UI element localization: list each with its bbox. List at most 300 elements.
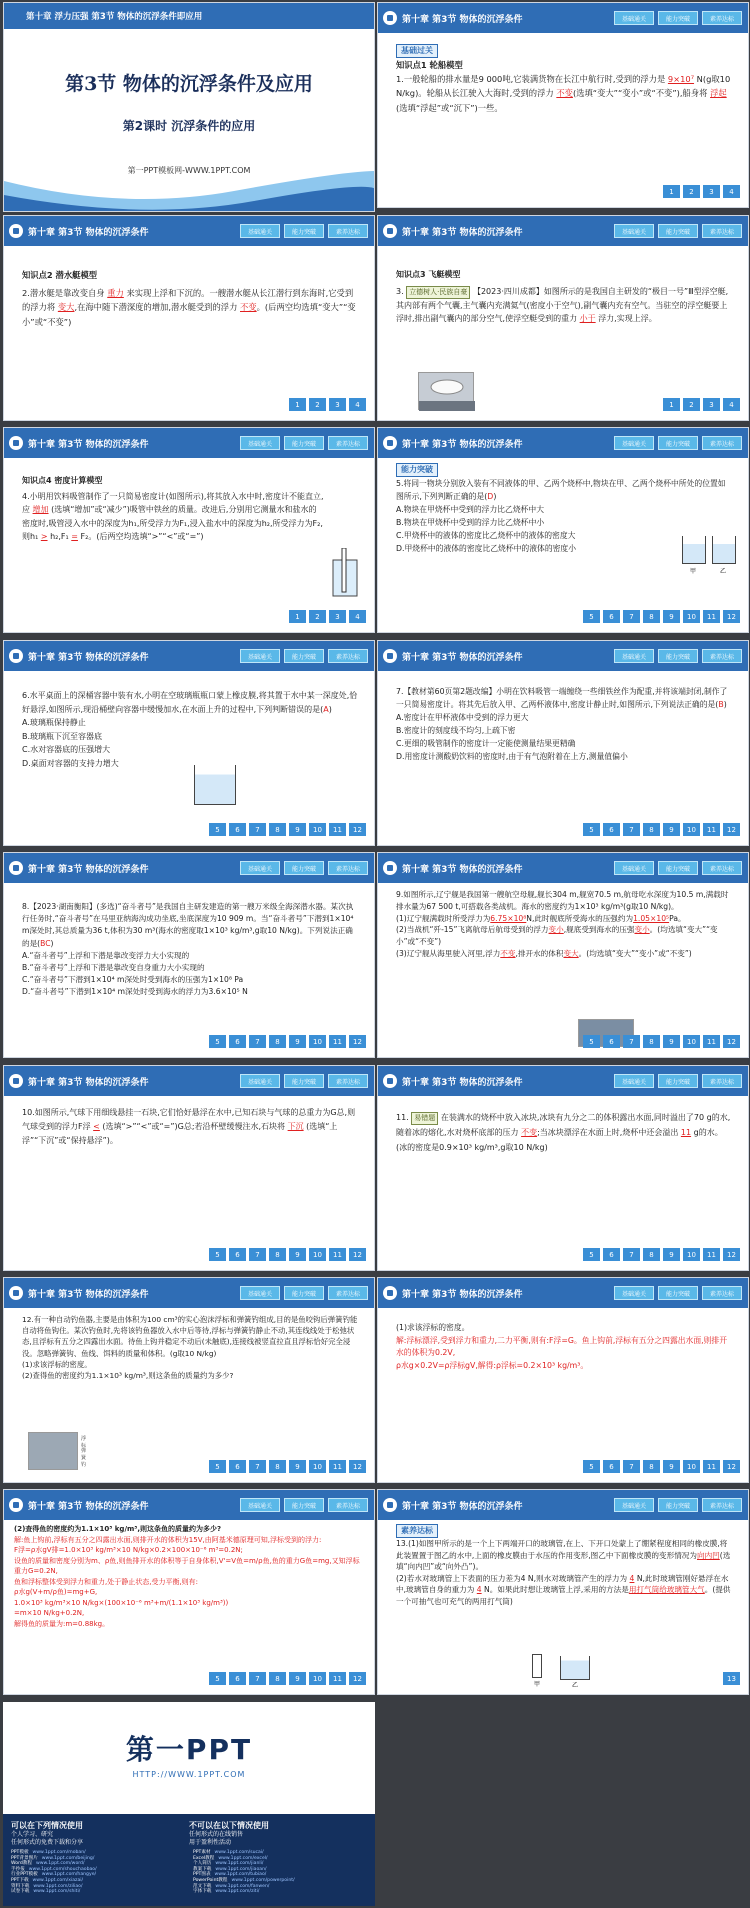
resource-link-url[interactable]: www.1ppt.com/moban/ (32, 1850, 86, 1855)
resource-link-url[interactable]: www.1ppt.com/sucai/ (214, 1850, 264, 1855)
nav-literacy[interactable]: 素养达标 (702, 1074, 742, 1088)
resource-link[interactable] (11, 1889, 185, 1895)
q1-answer-2: 不变 (556, 88, 573, 99)
cover-site: 第一PPT模板网-WWW.1PPT.COM (127, 166, 251, 175)
nav-ability[interactable]: 能力突破 (284, 861, 324, 875)
q12-text: 12.有一种自动钓鱼器,主要是由体积为100 cm³的实心泡沫浮标和弹簧钓组成,目的是鱼咬钩后弹簧钓能自动将鱼钩住。某次钓鱼时,先将该钓鱼器放入水中后等待,浮标与弹簧钓静止不动,其连线线处于松弛状态,且浮标有五分之四露出水面。待鱼上钩并稳定不动后(未触底),连接线被竖直拉直且浮标恰好完全浸没。忽略弹簧钩、鱼线、饵料的质量和体积。(g取10 N/kg) (22, 1315, 358, 1358)
pager (723, 1672, 740, 1685)
nav-ability[interactable]: 能力突破 (284, 224, 324, 238)
resource-link-url[interactable]: www.1ppt.com/jianli/ (215, 1861, 264, 1867)
a12-question: (1)求该浮标的密度。 (396, 1323, 470, 1332)
nav-basic[interactable]: 基础通关 (240, 224, 280, 238)
slide-q10 (3, 1065, 375, 1271)
slide-q13 (377, 1489, 749, 1695)
a12-2-body (14, 1524, 366, 1629)
q2-text: 来实现上浮和下沉的。一艘潜水艇从长江潜行到东海时,它受到的浮力将 (22, 288, 354, 313)
page-link[interactable]: 2 (683, 185, 700, 198)
q9-text: ,舰底受到海水的压强 (563, 925, 635, 935)
page-link[interactable]: 11 (703, 610, 720, 623)
label-hook: 弹簧钓 (81, 1448, 87, 1468)
slide-header (4, 1278, 374, 1308)
resource-link-url[interactable]: www.1ppt.com/excel/ (218, 1855, 268, 1861)
q2-answer-2: 变大 (57, 302, 75, 313)
header-title: 第十章 第3节 物体的沉浮条件 (402, 1289, 523, 1300)
resource-link-url[interactable]: www.1ppt.com/beijing/ (41, 1855, 95, 1861)
page-link[interactable]: 9 (289, 823, 306, 836)
q11-text: 在装满水的烧杯中放入冰块,冰块有九分之二的体积露出水面,同时溢出了70 g的水,随着冰的熔化,水对烧杯底部的压力 (396, 1113, 731, 1137)
nav-ability[interactable]: 能力突破 (658, 1286, 698, 1300)
page-link[interactable]: 8 (269, 1460, 286, 1473)
nav-literacy[interactable]: 素养达标 (702, 861, 742, 875)
page-link[interactable]: 12 (349, 1248, 366, 1261)
page-link[interactable]: 7 (249, 1248, 266, 1261)
q13-text: N。如果此时想让玻璃管上浮,采用的方法是 (484, 1585, 629, 1595)
nav-literacy[interactable]: 素养达标 (702, 11, 742, 25)
q10-body (22, 1106, 358, 1148)
q9-body (396, 889, 732, 960)
nav-basic[interactable]: 基础通关 (614, 436, 654, 450)
slide-header (4, 216, 374, 246)
q9-text: 。(均选填“变大”“变小”或“不变”) (578, 948, 692, 958)
page-link[interactable]: 2 (309, 398, 326, 411)
resource-link-label: 个人简历 (193, 1861, 212, 1867)
chapter-icon (383, 861, 397, 875)
page-link[interactable]: 4 (349, 610, 366, 623)
page-link[interactable]: 5 (209, 1248, 226, 1261)
resource-link-url[interactable]: www.1ppt.com/hangye/ (41, 1872, 97, 1878)
resource-link-label: 资料下载 (11, 1883, 30, 1889)
page-link[interactable]: 6 (229, 823, 246, 836)
page-link[interactable]: 3 (703, 185, 720, 198)
page-link[interactable]: 7 (623, 1035, 640, 1048)
pager (289, 610, 366, 623)
page-link[interactable]: 7 (249, 1460, 266, 1473)
option: C.甲烧杯中的液体的密度比乙烧杯中的液体的密度大 (396, 531, 576, 540)
page-link[interactable]: 8 (643, 823, 660, 836)
page-link[interactable]: 5 (583, 610, 600, 623)
option: B.物块在甲烧杯中受到的浮力比乙烧杯中小 (396, 518, 545, 527)
page-link[interactable]: 9 (663, 610, 680, 623)
option: B.密度计的刻度线不均匀,上疏下密 (396, 726, 516, 735)
page-link[interactable]: 11 (703, 823, 720, 836)
nav-literacy[interactable]: 素养达标 (702, 224, 742, 238)
brand-url: HTTP://WWW.1PPT.COM (132, 1770, 246, 1779)
beaker-yi (712, 536, 736, 564)
page-link[interactable]: 12 (723, 610, 740, 623)
nav-basic[interactable]: 基础通关 (614, 861, 654, 875)
fishing-device-photo (28, 1432, 87, 1470)
q9-text: ,排开水的体积 (515, 948, 564, 958)
beaker-jia (682, 536, 706, 564)
slide-header (4, 1066, 374, 1096)
solution-line: =m×10 N/kg+0.2N, (14, 1609, 85, 1617)
page-link[interactable]: 6 (229, 1035, 246, 1048)
slide-header (4, 1490, 374, 1520)
page-link[interactable]: 8 (269, 1248, 286, 1261)
resource-link-url[interactable]: www.1ppt.com/shiti/ (33, 1889, 81, 1895)
page-link[interactable]: 5 (209, 1035, 226, 1048)
nav-literacy[interactable]: 素养达标 (328, 436, 368, 450)
resource-link-url[interactable]: www.1ppt.com/xiazai/ (32, 1877, 84, 1883)
pager (209, 1035, 366, 1048)
chapter-icon (9, 1074, 23, 1088)
q5-answer: D (487, 492, 494, 501)
page-link[interactable]: 9 (663, 1460, 680, 1473)
page-link[interactable]: 6 (603, 610, 620, 623)
option: D.桌面对容器的支持力增大 (22, 758, 119, 768)
nav-ability[interactable]: 能力突破 (658, 1498, 698, 1512)
page-link[interactable]: 5 (209, 1672, 226, 1685)
q11-text: ;当冰块漂浮在水面上时,烧杯中还会溢出 (537, 1128, 679, 1137)
nav-basic[interactable]: 基础通关 (614, 1286, 654, 1300)
page-link[interactable]: 6 (603, 1248, 620, 1261)
q13-answer-3: 4 (476, 1585, 482, 1595)
slide-q5 (377, 427, 749, 633)
q7-text: ) (723, 700, 727, 709)
nav-basic[interactable]: 基础通关 (240, 436, 280, 450)
page-link[interactable]: 6 (603, 1460, 620, 1473)
resource-link-label: 试卷下载 (11, 1889, 30, 1895)
page-link[interactable]: 13 (723, 1672, 740, 1685)
label-jia: 甲 (534, 1681, 541, 1688)
q9-text: (3)辽宁舰从海里驶入河里,浮力 (396, 948, 501, 958)
page-link[interactable]: 10 (683, 823, 700, 836)
page-link[interactable]: 12 (349, 1460, 366, 1473)
slide-q2 (3, 215, 375, 421)
solution-line: ρ水g(V+m/ρ鱼)=mg+G, (14, 1588, 98, 1596)
section-tag: 能力突破 (396, 463, 438, 477)
slide-header (378, 853, 748, 883)
nav-ability[interactable]: 能力突破 (284, 1074, 324, 1088)
page-link[interactable]: 7 (623, 610, 640, 623)
page-link[interactable]: 9 (289, 1672, 306, 1685)
page-link[interactable]: 3 (329, 398, 346, 411)
solution-line: 解得鱼的质量为:m=0.88kg。 (14, 1619, 110, 1628)
page-link[interactable]: 12 (723, 1035, 740, 1048)
q9-answer: 不变 (500, 948, 516, 958)
nav-basic[interactable]: 基础通关 (614, 1074, 654, 1088)
q7-body (396, 685, 732, 763)
nav-ability[interactable]: 能力突破 (658, 861, 698, 875)
nav-ability[interactable]: 能力突破 (284, 1286, 324, 1300)
q13-answer-1: 向内凹 (696, 1550, 720, 1560)
q8-text: ) (50, 938, 54, 948)
page-link[interactable]: 8 (269, 823, 286, 836)
q9-answer: 变小 (548, 925, 564, 935)
label-jia: 甲 (690, 568, 697, 575)
page-link[interactable]: 9 (663, 1248, 680, 1261)
page-link[interactable]: 12 (349, 823, 366, 836)
label-float: 浮标 (81, 1436, 87, 1449)
airship-icon (419, 373, 475, 411)
resource-link-label: 范文下载 (193, 1883, 212, 1889)
page-link[interactable]: 1 (289, 398, 306, 411)
page-link[interactable]: 12 (723, 1248, 740, 1261)
q6-answer: A (323, 704, 329, 714)
nav-basic[interactable]: 基础通关 (614, 11, 654, 25)
chapter-icon (9, 224, 23, 238)
q4-body (22, 474, 324, 544)
knowledge-point: 知识点4 密度计算模型 (22, 476, 103, 485)
page-link[interactable]: 9 (289, 1460, 306, 1473)
page-link[interactable]: 8 (643, 1248, 660, 1261)
page-link[interactable]: 4 (723, 398, 740, 411)
header-title: 第十章 第3节 物体的沉浮条件 (28, 652, 149, 663)
solution-line: 鱼和浮标整体受到浮力和重力,处于静止状态,受力平衡,则有: (14, 1577, 199, 1586)
page-link[interactable]: 5 (209, 1460, 226, 1473)
nav-ability[interactable]: 能力突破 (658, 11, 698, 25)
q11-answer-1: 不变 (521, 1128, 538, 1137)
option: A.“奋斗者号”上浮和下潜是靠改变浮力大小实现的 (22, 950, 190, 960)
nav-literacy[interactable]: 素养达标 (328, 649, 368, 663)
page-link[interactable]: 7 (623, 1248, 640, 1261)
q9-answer: 变大 (563, 948, 579, 958)
resource-link-url[interactable]: www.1ppt.com/fanwen/ (215, 1883, 270, 1889)
page-link[interactable]: 5 (583, 823, 600, 836)
page-link[interactable]: 10 (683, 610, 700, 623)
resource-link-url[interactable]: www.1ppt.com/powerpoint/ (231, 1877, 295, 1883)
pager (583, 823, 740, 836)
slide-header (378, 1490, 748, 1520)
q2-text: 2.潜水艇是靠改变自身 (22, 288, 105, 299)
page-link[interactable]: 3 (329, 610, 346, 623)
q1-answer-3: 浮起 (710, 88, 727, 99)
header-title: 第十章 第3节 物体的沉浮条件 (28, 1501, 149, 1512)
q11-number: 11. (396, 1113, 409, 1122)
page-link[interactable]: 8 (269, 1035, 286, 1048)
resource-link-label: 手抄报 (11, 1866, 25, 1872)
nav-literacy[interactable]: 素养达标 (328, 861, 368, 875)
a12-question: (2)查得鱼的密度约为1.1×10³ kg/m³,则这条鱼的质量约为多少? (14, 1525, 222, 1533)
label-yi: 乙 (720, 568, 727, 575)
page-link[interactable]: 6 (603, 1035, 620, 1048)
resource-link-url[interactable]: www.1ppt.com/ziliao/ (33, 1883, 83, 1889)
page-link[interactable]: 6 (603, 823, 620, 836)
page-link[interactable]: 7 (623, 1460, 640, 1473)
q11-body (396, 1110, 732, 1155)
page-link[interactable]: 7 (623, 823, 640, 836)
slide-q9 (377, 852, 749, 1058)
header-title: 第十章 第3节 物体的沉浮条件 (28, 227, 149, 238)
page-link[interactable]: 9 (289, 1035, 306, 1048)
section-tag: 基础过关 (396, 44, 438, 58)
page-link[interactable]: 10 (309, 1460, 326, 1473)
page-link[interactable]: 5 (583, 1035, 600, 1048)
nav-basic[interactable]: 基础通关 (614, 1498, 654, 1512)
resource-link-label: Word教程 (11, 1861, 32, 1867)
option: C.更细的吸管制作的密度计一定能使测量结果更精确 (396, 739, 576, 748)
nav-ability[interactable]: 能力突破 (284, 1498, 324, 1512)
slide-q12 (3, 1277, 375, 1483)
page-link[interactable]: 6 (229, 1672, 246, 1685)
nav-ability[interactable]: 能力突破 (658, 1074, 698, 1088)
page-link[interactable]: 1 (663, 398, 680, 411)
page-link[interactable]: 4 (723, 185, 740, 198)
page-link[interactable]: 10 (309, 1672, 326, 1685)
slide-cover (3, 2, 375, 212)
cover-subtitle: 第2课时 沉浮条件的应用 (122, 119, 256, 133)
nav-literacy[interactable]: 素养达标 (702, 1286, 742, 1300)
header-title: 第十章 第3节 物体的沉浮条件 (402, 1501, 523, 1512)
pager (209, 1248, 366, 1261)
chapter-icon (383, 649, 397, 663)
q9-answer: 6.75×10⁸ (490, 913, 527, 923)
page-link[interactable]: 8 (269, 1672, 286, 1685)
page-link[interactable]: 10 (683, 1035, 700, 1048)
page-link[interactable]: 7 (249, 1035, 266, 1048)
nav-literacy[interactable]: 素养达标 (328, 1074, 368, 1088)
page-link[interactable]: 10 (683, 1248, 700, 1261)
q13-text: 13.(1)如图甲所示的是一个上下两端开口的玻璃管,在上、下开口处蒙上了绷紧程度相同的橡皮膜,将此装置置于图乙的水中,上面的橡皮膜由于水压的作用变形,图乙中下面橡皮膜的变形情况为 (396, 1539, 728, 1560)
q1-body (396, 43, 732, 115)
q6-text: ) (328, 704, 332, 714)
page-link[interactable]: 2 (683, 398, 700, 411)
nav-literacy[interactable]: 素养达标 (702, 1498, 742, 1512)
nav-ability[interactable]: 能力突破 (658, 436, 698, 450)
resource-link-label: PowerPoint教程 (193, 1877, 228, 1883)
page-link[interactable]: 12 (723, 823, 740, 836)
nav-literacy[interactable]: 素养达标 (328, 224, 368, 238)
chapter-icon (9, 649, 23, 663)
resource-link-url[interactable]: www.1ppt.com/tubiao/ (214, 1872, 267, 1878)
page-link[interactable]: 12 (349, 1672, 366, 1685)
page-link[interactable]: 5 (583, 1248, 600, 1261)
beaker-yi (560, 1656, 590, 1680)
q10-text: (选填“上浮”“下沉”或“保持悬浮”)。 (22, 1122, 338, 1145)
slide-copyright (3, 1702, 375, 1906)
page-link[interactable]: 9 (289, 1248, 306, 1261)
cover-wave (4, 151, 375, 211)
cannot-use-title: 不可以在以下情况使用 (189, 1821, 269, 1830)
page-link[interactable]: 9 (663, 1035, 680, 1048)
page-link[interactable]: 11 (703, 1035, 720, 1048)
resource-link-url[interactable]: www.1ppt.com/shouchaobao/ (28, 1866, 97, 1872)
nav-literacy[interactable]: 素养达标 (702, 436, 742, 450)
nav-basic[interactable]: 基础通关 (240, 649, 280, 663)
page-link[interactable]: 6 (229, 1248, 246, 1261)
page-link[interactable]: 2 (309, 610, 326, 623)
a12-1-body (396, 1322, 732, 1372)
chapter-icon (9, 436, 23, 450)
page-link[interactable]: 6 (229, 1460, 246, 1473)
page-link[interactable]: 11 (329, 1035, 346, 1048)
resource-link-url[interactable]: www.1ppt.com/word/ (36, 1861, 85, 1867)
q12-part-2: (2)查得鱼的密度约为1.1×10³ kg/m³,则这条鱼的质量约为多少? (22, 1371, 234, 1381)
page-link[interactable]: 11 (329, 1248, 346, 1261)
resource-link-label: PPT下载 (11, 1877, 29, 1883)
page-link[interactable]: 7 (249, 1672, 266, 1685)
page-link[interactable]: 12 (349, 1035, 366, 1048)
beaker-figure (680, 536, 740, 576)
header-title: 第十章 第3节 物体的沉浮条件 (28, 1077, 149, 1088)
pager (663, 398, 740, 411)
nav-basic[interactable]: 基础通关 (614, 224, 654, 238)
nav-literacy[interactable]: 素养达标 (702, 649, 742, 663)
nav-ability[interactable]: 能力突破 (658, 224, 698, 238)
page-link[interactable]: 8 (643, 610, 660, 623)
q13-text: 。(提供一个可抽气也可充气的两用打气筒) (396, 1585, 731, 1606)
solution-label: 解: (396, 1335, 407, 1345)
nav-basic[interactable]: 基础通关 (240, 861, 280, 875)
page-link[interactable]: 11 (703, 1460, 720, 1473)
option: D.用密度计测酸奶饮料的密度时,由于有气泡附着在上方,测量值偏小 (396, 752, 628, 761)
page-link[interactable]: 11 (329, 823, 346, 836)
option: D.甲烧杯中的液体的密度比乙烧杯中的液体的密度小 (396, 544, 577, 553)
pager (663, 185, 740, 198)
topic-tag: 立德树人·民族自豪 (406, 286, 470, 299)
page-link[interactable]: 9 (663, 823, 680, 836)
cover-topbar (4, 3, 374, 29)
page-link[interactable]: 5 (209, 823, 226, 836)
resource-link[interactable] (193, 1889, 367, 1895)
page-link[interactable]: 8 (643, 1035, 660, 1048)
can-use-title: 可以在下列情况使用 (11, 1821, 83, 1830)
nav-literacy[interactable]: 素养达标 (328, 1498, 368, 1512)
option: B.“奋斗者号”上浮和下潜是靠改变自身重力大小实现的 (22, 963, 205, 973)
page-link[interactable]: 10 (309, 823, 326, 836)
q3-text: 【2023·四川成都】如图所示的是我国自主研发的“极目一号”Ⅲ型浮空艇,其内部有两个气囊,主气囊内充满氦气(密度小于空气),副气囊内充有空气。当驻空的浮空艇要上浮时,排出副气囊内的部分空气,使浮空艇受到的重力 (396, 286, 729, 323)
page-link[interactable]: 10 (683, 1460, 700, 1473)
page-link[interactable]: 12 (723, 1460, 740, 1473)
knowledge-point: 知识点3 飞艇模型 (396, 270, 461, 279)
option: C.水对容器底的压强增大 (22, 745, 111, 754)
page-link[interactable]: 5 (583, 1460, 600, 1473)
page-link[interactable]: 10 (309, 1035, 326, 1048)
q9-text: N,此时舰底所受海水的压强约为 (526, 913, 634, 923)
nav-ability[interactable]: 能力突破 (284, 436, 324, 450)
option: A.物块在甲烧杯中受到的浮力比乙烧杯中大 (396, 505, 545, 514)
nav-ability[interactable]: 能力突破 (284, 649, 324, 663)
solution-line: 设鱼的质量和密度分别为m、ρ鱼,则鱼排开水的体积等于自身体积,V'=V鱼=m/ρ鱼,鱼的重力G鱼=mg,又知浮标重力G=0.2N, (14, 1556, 360, 1575)
pager (209, 823, 366, 836)
slide-header (378, 1066, 748, 1096)
chapter-icon (9, 861, 23, 875)
slide-q8 (3, 852, 375, 1058)
resource-link-label: PPT素材 (193, 1850, 211, 1855)
resource-link-url[interactable]: www.1ppt.com/ziti/ (215, 1889, 260, 1895)
straw-densimeter-figure (330, 548, 360, 598)
page-link[interactable]: 11 (703, 1248, 720, 1261)
cannot-use-item: 任何形式的在线销售 (189, 1831, 244, 1838)
slide-q7 (377, 640, 749, 846)
resource-link-label: PPT背景图片 (11, 1855, 38, 1861)
nav-basic[interactable]: 基础通关 (240, 1074, 280, 1088)
nav-basic[interactable]: 基础通关 (614, 649, 654, 663)
nav-basic[interactable]: 基础通关 (240, 1498, 280, 1512)
q11-answer-2: 11 (680, 1128, 692, 1137)
slide-q11 (377, 1065, 749, 1271)
page-link[interactable]: 3 (703, 398, 720, 411)
slide-header (378, 641, 748, 671)
page-link[interactable]: 11 (329, 1672, 346, 1685)
nav-basic[interactable]: 基础通关 (240, 1286, 280, 1300)
page-link[interactable]: 1 (663, 185, 680, 198)
q4-text: (选填“增加”或“减少”)吸管中铁丝的质量。改进后,分别用它测量水和盐水的密度时,吸管浸入水中的深度为h₁,所受浮力为F₁,浸入盐水中的深度为h₂,所受浮力为F₂,则h₁ (22, 505, 323, 541)
nav-ability[interactable]: 能力突破 (658, 649, 698, 663)
page-link[interactable]: 11 (329, 1460, 346, 1473)
nav-literacy[interactable]: 素养达标 (328, 1286, 368, 1300)
page-link[interactable]: 1 (289, 610, 306, 623)
resource-link-url[interactable]: www.1ppt.com/jiaoan/ (215, 1866, 267, 1872)
page-link[interactable]: 8 (643, 1460, 660, 1473)
page-link[interactable]: 4 (349, 398, 366, 411)
page-link[interactable]: 10 (309, 1248, 326, 1261)
page-link[interactable]: 7 (249, 823, 266, 836)
q4-answer-1: 增加 (32, 505, 49, 514)
q12-body (22, 1314, 358, 1381)
q9-answer: 变小 (634, 925, 650, 935)
header-title: 第十章 第3节 物体的沉浮条件 (28, 864, 149, 875)
